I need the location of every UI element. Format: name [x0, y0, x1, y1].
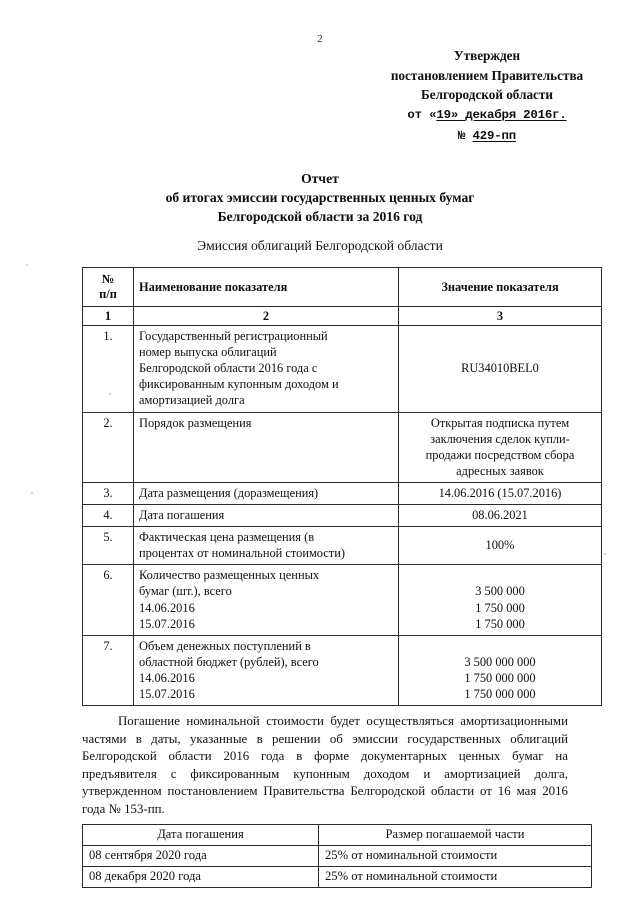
approval-date-line — [372, 106, 602, 126]
approval-date-suffix: » — [450, 107, 466, 122]
page-number: 2 — [317, 33, 323, 45]
redemption-header-date: Дата погашения — [83, 825, 319, 846]
table-row — [83, 412, 602, 482]
table-row — [83, 527, 602, 565]
redemption-schedule-table — [82, 824, 592, 888]
redemption-share-cell: 25% от номинальной стоимости — [319, 867, 592, 888]
indicator-value-cell: Открытая подписка путем заключения сделок купли- продажи посредством сбора адресных заявок — [399, 412, 602, 482]
indicator-value-cell: 08.06.2021 — [399, 505, 602, 527]
table-row — [83, 846, 592, 867]
column-number-3: 3 — [399, 307, 602, 326]
row-number-cell: 6. — [83, 565, 134, 635]
scan-speck — [604, 553, 606, 555]
indicator-value-cell: 3 500 000 000 1 750 000 000 1 750 000 000 — [399, 635, 602, 705]
table-row — [83, 482, 602, 504]
indicator-name-cell: Объем денежных поступлений в областной бюджет (рублей), всего 14.06.2016 15.07.2016 — [134, 635, 399, 705]
indicators-table-head — [83, 268, 602, 326]
redemption-table-head — [83, 825, 592, 846]
redemption-share-cell: 25% от номинальной стоимости — [319, 846, 592, 867]
header-cell-value: Значение показателя — [399, 268, 602, 307]
row-number-cell: 5. — [83, 527, 134, 565]
indicator-name-cell: Количество размещенных ценных бумаг (шт.), всего 14.06.2016 15.07.2016 — [134, 565, 399, 635]
table-header-row — [83, 268, 602, 307]
approval-date-day: 19 — [436, 107, 451, 122]
column-number-2: 2 — [134, 307, 399, 326]
indicators-table — [82, 267, 602, 706]
scan-speck — [26, 264, 28, 266]
row-number-cell: 7. — [83, 635, 134, 705]
indicator-name-cell: Дата размещения (доразмещения) — [134, 482, 399, 504]
redemption-date-cell: 08 декабря 2020 года — [83, 867, 319, 888]
indicators-table-body — [83, 326, 602, 706]
document-subtitle: Эмиссия облигаций Белгородской области — [197, 238, 443, 253]
approval-date-month-year: декабря 2016г. — [465, 107, 567, 122]
document-title-line-1: Отчет — [301, 171, 339, 186]
indicator-name-cell: Фактическая цена размещения (в процентах от номинальной стоимости) — [134, 527, 399, 565]
approval-line-1: Утвержден — [453, 48, 521, 63]
scan-speck — [109, 393, 111, 395]
redemption-date-cell: 08 сентября 2020 года — [83, 846, 319, 867]
row-number-cell: 1. — [83, 326, 134, 412]
approval-line-3: Белгородской области — [421, 87, 553, 102]
table-row — [83, 326, 602, 412]
indicator-name-cell: Порядок размещения — [134, 412, 399, 482]
indicator-value-cell: 14.06.2016 (15.07.2016) — [399, 482, 602, 504]
indicator-name-cell: Дата погашения — [134, 505, 399, 527]
table-row — [83, 635, 602, 705]
table-row — [83, 505, 602, 527]
redemption-header-row — [83, 825, 592, 846]
row-number-cell: 2. — [83, 412, 134, 482]
scan-speck — [31, 492, 33, 494]
indicator-value-cell: RU34010BEL0 — [399, 326, 602, 412]
redemption-explanation-paragraph: Погашение номинальной стоимости будет осуществляться амортизационными частями в даты, указанные в решении об эмиссии государственных облигаций Белгородской области 2016 года в форме документарных ценных бумаг на предъявителя с фиксированным купонным доходом и амортизацией долга, утвержденном постановлением Правительства Белгородской области от 16 мая 2016 года № 153-пп. — [82, 714, 568, 816]
approval-number-label: № — [458, 129, 466, 143]
indicator-value-cell: 100% — [399, 527, 602, 565]
indicator-value-cell: 3 500 000 1 750 000 1 750 000 — [399, 565, 602, 635]
row-number-cell: 4. — [83, 505, 134, 527]
approval-line-2: постановлением Правительства — [390, 67, 584, 83]
indicator-name-cell: Государственный регистрационный номер выпуска облигаций Белгородской области 2016 года с фиксированным купонным доходом и амортизацией долга — [134, 326, 399, 412]
document-title-line-2: об итогах эмиссии государственных ценных бумаг — [165, 190, 475, 205]
approval-number-line — [372, 127, 602, 147]
column-number-1: 1 — [83, 307, 134, 326]
approval-number-value: 429-пп — [472, 129, 516, 143]
document-title-line-3: Белгородской области за 2016 год — [217, 209, 423, 224]
header-cell-name: Наименование показателя — [134, 268, 399, 307]
redemption-table-body — [83, 846, 592, 888]
header-cell-number: № п/п — [83, 268, 134, 307]
redemption-header-share: Размер погашаемой части — [319, 825, 592, 846]
approval-date-prefix: от « — [407, 107, 437, 122]
row-number-cell: 3. — [83, 482, 134, 504]
table-column-numbering-row — [83, 307, 602, 326]
table-row — [83, 565, 602, 635]
table-row — [83, 867, 592, 888]
approval-block — [372, 46, 602, 147]
